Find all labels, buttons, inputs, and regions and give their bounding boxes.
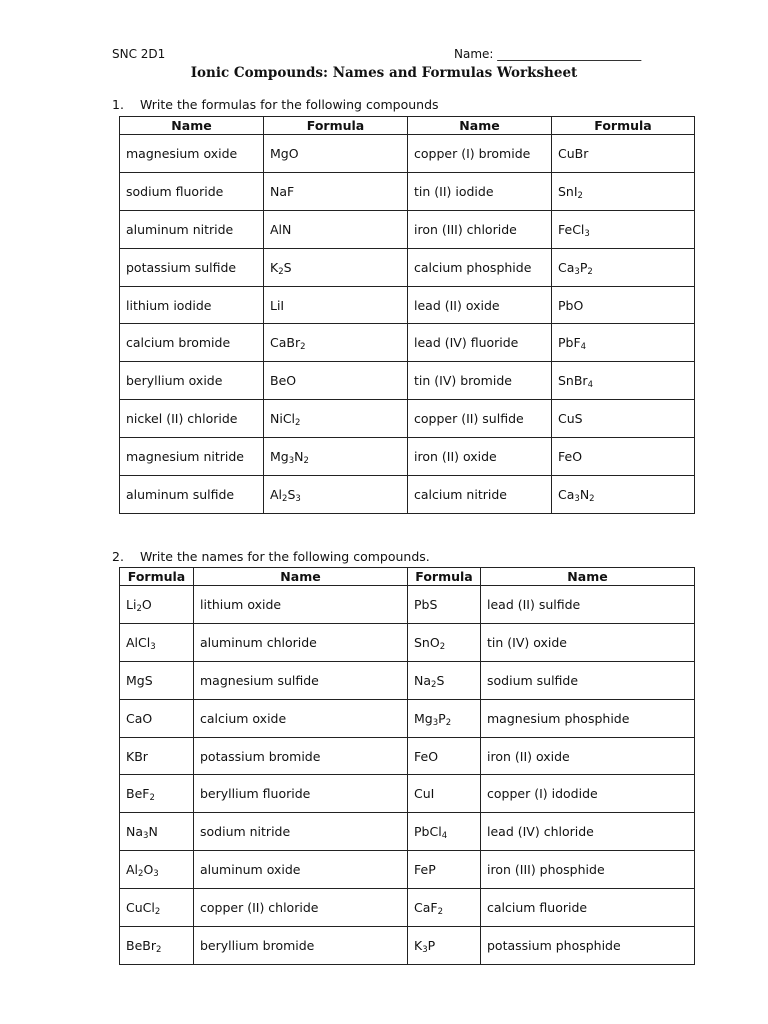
compound-name-cell: aluminum oxide: [194, 851, 408, 889]
formula-cell: CuBr: [552, 135, 695, 173]
column-header: Name: [408, 117, 552, 135]
formula-cell: BeF$_2$: [120, 775, 194, 813]
table-row: [120, 889, 695, 927]
compound-name-cell: lithium iodide: [120, 286, 264, 324]
formula-cell: CaF$_2$: [408, 889, 481, 927]
formula-cell: BeO: [264, 362, 408, 400]
formula-cell: LiI: [264, 286, 408, 324]
formula-cell: CaBr$_2$: [264, 324, 408, 362]
column-header: Formula: [408, 568, 481, 586]
compound-name-cell: aluminum chloride: [194, 623, 408, 661]
column-header: Formula: [552, 117, 695, 135]
student-name-line: Name: ________________________: [454, 47, 642, 61]
worksheet-title: Ionic Compounds: Names and Formulas Worksheet: [190, 65, 578, 81]
formula-cell: MgS: [120, 661, 194, 699]
table-row: [120, 362, 695, 400]
formula-cell: $Mg_3P_2$: [408, 699, 481, 737]
compound-name-cell: magnesium nitride: [120, 438, 264, 476]
formula-cell: FeP: [408, 851, 481, 889]
column-header: Name: [194, 568, 408, 586]
compound-name-cell: calcium fluoride: [481, 889, 695, 927]
table-header-row: [120, 568, 695, 586]
formula-cell: $Al_2O_3$: [120, 851, 194, 889]
formula-cell: $Na_2S$: [408, 661, 481, 699]
compound-name-cell: iron (II) oxide: [481, 737, 695, 775]
compound-name-cell: tin (II) iodide: [408, 172, 552, 210]
compound-name-cell: magnesium phosphide: [481, 699, 695, 737]
table-row: [120, 623, 695, 661]
compound-name-cell: calcium phosphide: [408, 248, 552, 286]
compound-name-cell: beryllium fluoride: [194, 775, 408, 813]
compound-name-cell: potassium bromide: [194, 737, 408, 775]
formula-cell: NaF: [264, 172, 408, 210]
table-row: [120, 813, 695, 851]
names-table-body: [120, 586, 695, 965]
question-2-number: 2.: [112, 549, 124, 564]
formula-cell: CuS: [552, 400, 695, 438]
formula-cell: BeBr$_2$: [120, 927, 194, 965]
table-row: [120, 172, 695, 210]
table-row: [120, 737, 695, 775]
formula-cell: AlCl$_3$: [120, 623, 194, 661]
formulas-table: [119, 116, 695, 514]
compound-name-cell: calcium nitride: [408, 476, 552, 514]
table-row: [120, 400, 695, 438]
formula-cell: NiCl$_2$: [264, 400, 408, 438]
compound-name-cell: lead (II) oxide: [408, 286, 552, 324]
formula-cell: SnO$_2$: [408, 623, 481, 661]
formula-cell: AlN: [264, 210, 408, 248]
compound-name-cell: potassium sulfide: [120, 248, 264, 286]
question-1-prompt: Write the formulas for the following compounds: [140, 97, 439, 112]
compound-name-cell: magnesium sulfide: [194, 661, 408, 699]
table-row: [120, 438, 695, 476]
table-row: [120, 476, 695, 514]
compound-name-cell: sodium fluoride: [120, 172, 264, 210]
compound-name-cell: lead (IV) chloride: [481, 813, 695, 851]
table-row: [120, 851, 695, 889]
formula-cell: SnBr$_4$: [552, 362, 695, 400]
compound-name-cell: sodium sulfide: [481, 661, 695, 699]
compound-name-cell: lead (II) sulfide: [481, 586, 695, 624]
compound-name-cell: iron (II) oxide: [408, 438, 552, 476]
formula-cell: $K_2S$: [264, 248, 408, 286]
question-1-number: 1.: [112, 97, 124, 112]
compound-name-cell: copper (I) bromide: [408, 135, 552, 173]
compound-name-cell: aluminum sulfide: [120, 476, 264, 514]
names-table: [119, 567, 695, 965]
formula-cell: FeO: [408, 737, 481, 775]
compound-name-cell: calcium oxide: [194, 699, 408, 737]
question-1: [112, 97, 439, 112]
compound-name-cell: tin (IV) oxide: [481, 623, 695, 661]
formula-cell: PbO: [552, 286, 695, 324]
table-row: [120, 699, 695, 737]
formula-cell: FeO: [552, 438, 695, 476]
compound-name-cell: aluminum nitride: [120, 210, 264, 248]
formula-cell: SnI$_2$: [552, 172, 695, 210]
formula-cell: CuCl$_2$: [120, 889, 194, 927]
compound-name-cell: lithium oxide: [194, 586, 408, 624]
compound-name-cell: iron (III) chloride: [408, 210, 552, 248]
question-2-prompt: Write the names for the following compounds.: [140, 549, 430, 564]
table-row: [120, 927, 695, 965]
compound-name-cell: copper (II) sulfide: [408, 400, 552, 438]
table-row: [120, 286, 695, 324]
column-header: Formula: [264, 117, 408, 135]
compound-name-cell: copper (I) idodide: [481, 775, 695, 813]
formula-cell: $Al_2S_3$: [264, 476, 408, 514]
compound-name-cell: copper (II) chloride: [194, 889, 408, 927]
compound-name-cell: beryllium oxide: [120, 362, 264, 400]
table-row: [120, 661, 695, 699]
compound-name-cell: nickel (II) chloride: [120, 400, 264, 438]
compound-name-cell: magnesium oxide: [120, 135, 264, 173]
formula-cell: $K_3P$: [408, 927, 481, 965]
compound-name-cell: tin (IV) bromide: [408, 362, 552, 400]
formula-cell: PbS: [408, 586, 481, 624]
formula-cell: PbCl$_4$: [408, 813, 481, 851]
formulas-table-body: [120, 135, 695, 514]
course-code: SNC 2D1: [112, 47, 166, 61]
formula-cell: KBr: [120, 737, 194, 775]
table-header-row: [120, 117, 695, 135]
formula-cell: MgO: [264, 135, 408, 173]
formula-cell: $Mg_3N_2$: [264, 438, 408, 476]
formula-cell: FeCl$_3$: [552, 210, 695, 248]
compound-name-cell: potassium phosphide: [481, 927, 695, 965]
table-row: [120, 775, 695, 813]
question-2: [112, 549, 430, 564]
table-row: [120, 135, 695, 173]
column-header: Name: [120, 117, 264, 135]
compound-name-cell: sodium nitride: [194, 813, 408, 851]
table-row: [120, 248, 695, 286]
formula-cell: PbF$_4$: [552, 324, 695, 362]
column-header: Name: [481, 568, 695, 586]
formula-cell: $Ca_3N_2$: [552, 476, 695, 514]
table-row: [120, 586, 695, 624]
compound-name-cell: lead (IV) fluoride: [408, 324, 552, 362]
formula-cell: $Li_2O$: [120, 586, 194, 624]
table-row: [120, 210, 695, 248]
compound-name-cell: calcium bromide: [120, 324, 264, 362]
compound-name-cell: beryllium bromide: [194, 927, 408, 965]
formula-cell: $Ca_3P_2$: [552, 248, 695, 286]
formula-cell: CaO: [120, 699, 194, 737]
formula-cell: $Na_3N$: [120, 813, 194, 851]
formula-cell: CuI: [408, 775, 481, 813]
table-row: [120, 324, 695, 362]
compound-name-cell: iron (III) phosphide: [481, 851, 695, 889]
column-header: Formula: [120, 568, 194, 586]
